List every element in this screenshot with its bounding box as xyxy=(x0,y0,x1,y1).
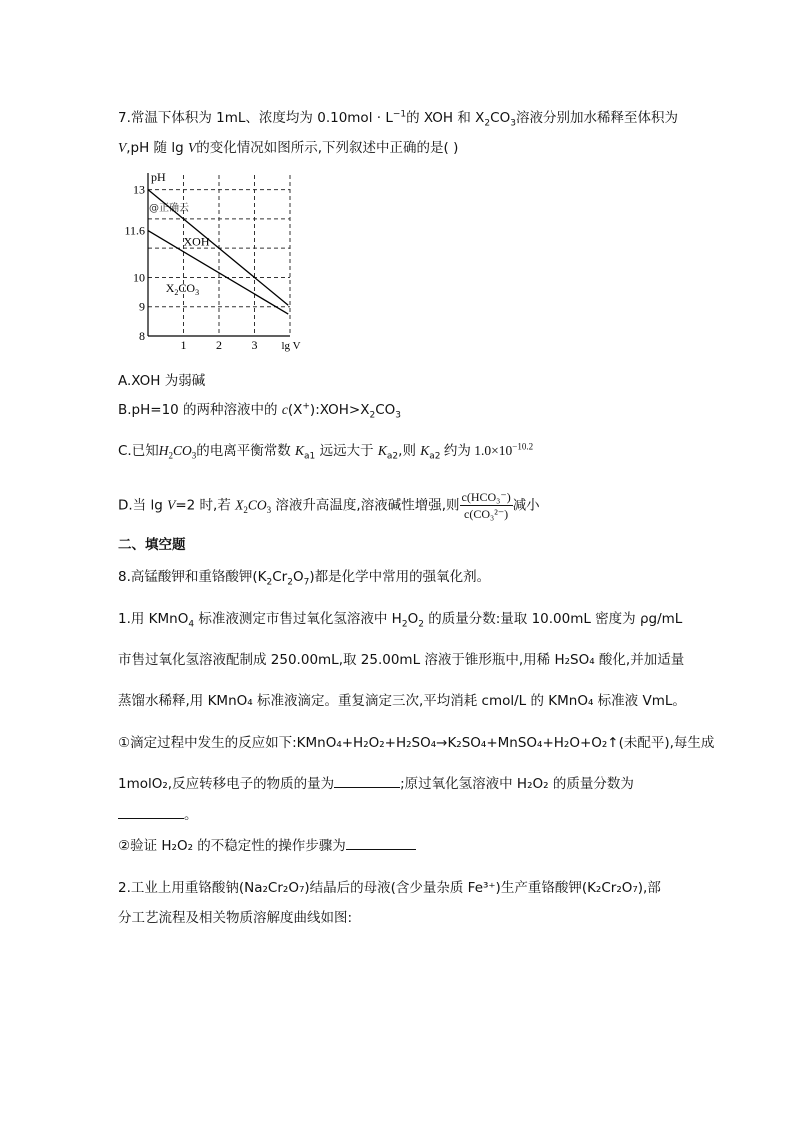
text: )都是化学中常用的强氧化剂。 xyxy=(309,569,491,585)
y-tick-label: 10 xyxy=(133,270,145,285)
text: 约为 1.0×10 xyxy=(440,443,513,458)
answer-blank[interactable] xyxy=(118,806,184,819)
text: B.pH=10 的两种溶液中的 xyxy=(118,402,282,418)
text: 的 XOH 和 X xyxy=(406,110,485,126)
watermark-text: @正确云 xyxy=(149,203,189,215)
option-a-text: A.XOH 为弱碱 xyxy=(118,373,206,389)
text: 溶液分别加水稀释至体积为 xyxy=(515,110,678,126)
q8-stem xyxy=(118,567,490,587)
q8-part1-reaction: ①滴定过程中发生的反应如下:KMnO₄+H₂O₂+H₂SO₄→K₂SO₄+MnSO₄+H₂O+O₂↑(未配平),每生成 xyxy=(118,735,715,751)
subscript: 2 xyxy=(168,450,173,461)
formula: CO xyxy=(172,443,192,458)
fraction-numerator: c(HCO₃⁻) xyxy=(461,490,511,504)
q8-part1-line3: 蒸馏水稀释,用 KMnO₄ 标准液滴定。重复滴定三次,平均消耗 cmol/L 的 KMnO₄ 标准液 VmL。 xyxy=(118,693,686,709)
y-tick-label: 13 xyxy=(133,182,145,197)
variable: V xyxy=(167,497,176,513)
q8-part1-verify xyxy=(118,836,416,856)
text: 的电离平衡常数 xyxy=(196,443,296,459)
text: 7.常温下体积为 1mL、浓度均为 0.10mol · L xyxy=(118,110,393,126)
text: ;原过氧化氢溶液中 H₂O₂ 的质量分数为 xyxy=(400,776,634,792)
text: CO xyxy=(375,402,396,418)
text: Cr xyxy=(272,569,288,585)
variable: V xyxy=(118,140,127,155)
variable: c xyxy=(281,402,288,417)
concentration-ratio-fraction xyxy=(460,490,513,521)
x-tick-label: 2 xyxy=(216,338,222,352)
q8-part1-line1 xyxy=(118,609,682,629)
y-tick-label: 11.6 xyxy=(124,223,145,238)
q7-option-b xyxy=(118,400,401,420)
subscript: 3 xyxy=(510,118,516,129)
answer-blank[interactable] xyxy=(346,837,416,850)
text: 标准液测定市售过氧化氢溶液中 H xyxy=(194,611,402,627)
subscript: 2 xyxy=(243,505,248,516)
text: ,则 xyxy=(398,443,421,459)
text: 1molO₂,反应转移电子的物质的量为 xyxy=(118,776,335,792)
subscript: 4 xyxy=(188,619,195,630)
subscript: 3 xyxy=(191,450,197,461)
answer-blank[interactable] xyxy=(334,775,400,788)
x-tick-label: 1 xyxy=(180,338,187,352)
text: 远远大于 xyxy=(315,443,378,459)
formula: CO xyxy=(247,497,267,513)
text: 溶液升高温度,溶液碱性增强,则 xyxy=(271,497,460,514)
superscript: −10.2 xyxy=(512,441,534,452)
text: O xyxy=(292,569,304,585)
q8-part2-line2: 分工艺流程及相关物质溶解度曲线如图: xyxy=(118,910,353,926)
superscript: −1 xyxy=(392,109,407,120)
subscript: 3 xyxy=(266,505,272,516)
q7-option-a xyxy=(118,371,205,391)
text: ②验证 H₂O₂ 的不稳定性的操作步骤为 xyxy=(118,838,346,854)
text: C.已知 xyxy=(118,443,159,459)
text: O xyxy=(407,611,419,627)
text: ,pH 随 lg xyxy=(126,140,188,156)
y-axis-label: pH xyxy=(151,170,166,184)
subscript: a1 xyxy=(304,451,316,462)
constant: K xyxy=(420,443,430,458)
q8-part1-question xyxy=(118,774,634,794)
q8-part1-question-end xyxy=(118,805,198,825)
section-heading: 二、填空题 xyxy=(118,537,186,553)
x-axis-label: lg V xyxy=(281,340,301,352)
subscript: 2 xyxy=(266,577,273,588)
series-line xyxy=(148,231,288,314)
series-label-xoh: XOH xyxy=(183,234,210,249)
text: ):XOH>X xyxy=(309,402,370,418)
subscript: 7 xyxy=(303,577,310,588)
y-tick-label: 8 xyxy=(139,329,145,343)
subscript: 2 xyxy=(287,577,293,588)
y-tick-label: 9 xyxy=(139,299,145,314)
text: (X xyxy=(287,402,303,418)
text: 的变化情况如图所示,下列叙述中正确的是( ) xyxy=(196,140,459,156)
text: =2 时,若 xyxy=(175,497,236,514)
x-tick-label: 3 xyxy=(251,338,258,352)
text: 1.用 KMnO xyxy=(118,611,189,627)
constant: K xyxy=(377,443,387,458)
formula: X xyxy=(235,497,244,513)
subscript: 2 xyxy=(369,410,376,421)
q7-option-c xyxy=(118,441,533,461)
subscript: 3 xyxy=(395,410,401,421)
q7-stem-line1 xyxy=(118,108,678,128)
text: 的质量分数:量取 10.00mL 密度为 ρg/mL xyxy=(423,611,683,627)
subscript: 2 xyxy=(484,118,491,129)
formula: H xyxy=(158,443,169,458)
text: CO xyxy=(490,110,511,126)
text: 减小 xyxy=(512,497,540,514)
ph-dilution-chart xyxy=(118,170,301,352)
q8-part1-line2: 市售过氧化氢溶液配制成 250.00mL,取 25.00mL 溶液于锥形瓶中,用稀 H₂SO₄ 酸化,并加适量 xyxy=(118,652,685,668)
subscript: a2 xyxy=(386,451,399,462)
variable: V xyxy=(187,140,197,155)
q7-option-d xyxy=(118,490,540,521)
fraction-denominator: c(CO₃²⁻) xyxy=(464,507,509,521)
text: D.当 lg xyxy=(118,497,168,514)
subscript: a2 xyxy=(429,451,441,462)
subscript: 2 xyxy=(401,619,408,630)
constant: K xyxy=(295,443,305,458)
text: 。 xyxy=(184,807,198,823)
superscript: + xyxy=(302,401,310,412)
series-label-x2co3: $X_2CO_3$ xyxy=(165,281,200,298)
q7-stem-line2 xyxy=(118,138,458,158)
q8-part2-line1: 2.工业上用重铬酸钠(Na₂Cr₂O₇)结晶后的母液(含少量杂质 Fe³⁺)生产重铬酸钾(K₂Cr₂O₇),部 xyxy=(118,880,661,896)
subscript: 2 xyxy=(418,619,424,630)
text: 8.高锰酸钾和重铬酸钾(K xyxy=(118,569,267,585)
